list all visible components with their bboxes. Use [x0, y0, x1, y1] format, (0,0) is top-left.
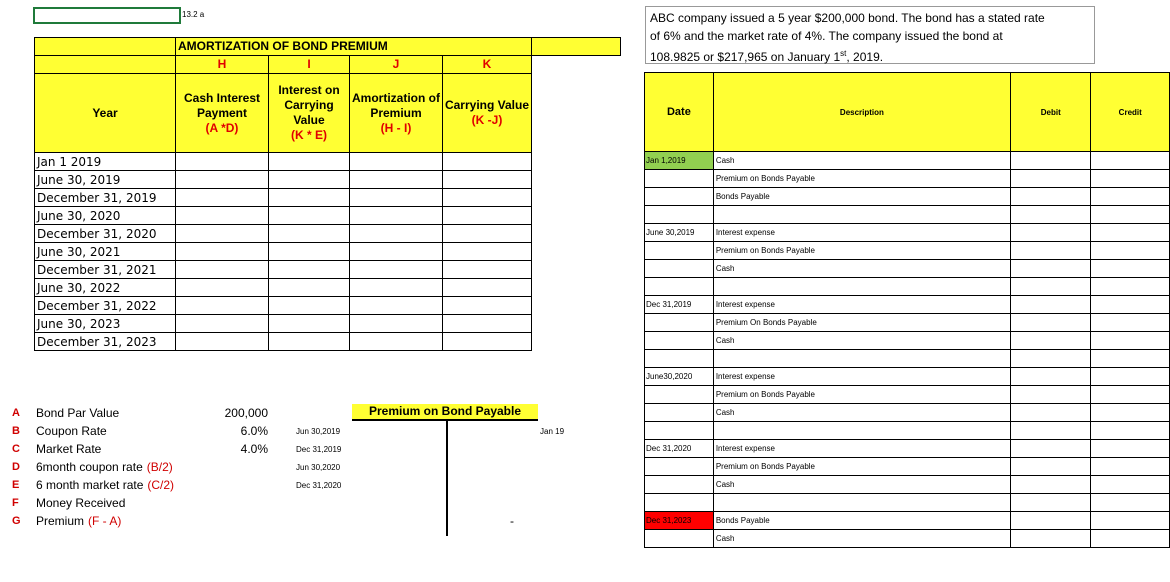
journal-description-cell[interactable] [713, 494, 1010, 512]
input-letter: F [12, 497, 19, 509]
header-interest-carrying: Interest on Carrying Value (K * E) [269, 74, 350, 153]
value-cell[interactable] [176, 225, 269, 243]
journal-credit-cell[interactable] [1091, 314, 1170, 332]
value-cell[interactable] [443, 225, 532, 243]
input-label: Market Rate [36, 442, 102, 456]
value-cell[interactable] [269, 207, 350, 225]
journal-header-debit: Debit [1011, 73, 1091, 152]
value-cell[interactable] [176, 243, 269, 261]
value-cell[interactable] [176, 261, 269, 279]
value-cell[interactable] [176, 333, 269, 351]
journal-row [645, 494, 1170, 512]
journal-credit-cell[interactable] [1091, 278, 1170, 296]
journal-description-cell[interactable]: Interest expense [713, 368, 1010, 386]
value-cell[interactable] [443, 315, 532, 333]
journal-date-cell[interactable] [645, 404, 714, 422]
table-row [35, 333, 621, 351]
input-letter: G [12, 515, 21, 527]
value-cell[interactable] [443, 189, 532, 207]
journal-debit-cell[interactable] [1011, 224, 1091, 242]
journal-date-cell[interactable] [645, 170, 714, 188]
column-letter: I [269, 56, 350, 74]
input-formula: (C/2) [147, 478, 175, 492]
table-row [35, 189, 621, 207]
year-cell[interactable]: Jan 1 2019 [35, 153, 176, 171]
year-cell[interactable]: December 31, 2023 [35, 333, 176, 351]
input-row [12, 422, 292, 440]
input-value[interactable]: 200,000 [224, 406, 268, 420]
journal-description-cell[interactable] [713, 206, 1010, 224]
value-cell[interactable] [176, 153, 269, 171]
value-cell[interactable] [443, 171, 532, 189]
journal-description-cell[interactable]: Interest expense [713, 440, 1010, 458]
journal-date-cell[interactable] [645, 278, 714, 296]
journal-row [645, 512, 1170, 530]
table-row [35, 207, 621, 225]
journal-debit-cell[interactable] [1011, 296, 1091, 314]
t-account-credit-date: Jan 19 [540, 427, 565, 436]
t-account-title: Premium on Bond Payable [352, 404, 538, 421]
journal-date-cell[interactable] [645, 386, 714, 404]
column-letter: H [176, 56, 269, 74]
input-letter: D [12, 461, 20, 473]
journal-description-cell[interactable]: Premium on Bonds Payable [713, 170, 1010, 188]
journal-date-cell[interactable] [645, 530, 714, 548]
value-cell[interactable] [350, 315, 443, 333]
journal-debit-cell[interactable] [1011, 332, 1091, 350]
value-cell[interactable] [350, 243, 443, 261]
journal-row [645, 368, 1170, 386]
journal-credit-cell[interactable] [1091, 188, 1170, 206]
year-cell[interactable]: June 30, 2021 [35, 243, 176, 261]
value-cell[interactable] [350, 225, 443, 243]
value-cell[interactable] [269, 189, 350, 207]
table-row [35, 153, 621, 171]
input-label: Money Received [36, 496, 126, 510]
year-cell[interactable]: June 30, 2022 [35, 279, 176, 297]
year-cell[interactable]: December 31, 2020 [35, 225, 176, 243]
journal-debit-cell[interactable] [1011, 170, 1091, 188]
input-label: Coupon Rate [36, 424, 107, 438]
input-row [12, 458, 292, 476]
journal-description-cell[interactable]: Bonds Payable [713, 188, 1010, 206]
journal-description-cell[interactable]: Cash [713, 152, 1010, 170]
journal-date-cell[interactable] [645, 332, 714, 350]
journal-description-cell[interactable] [713, 278, 1010, 296]
input-formula: (F - A) [88, 514, 122, 528]
year-cell[interactable]: December 31, 2019 [35, 189, 176, 207]
journal-row [645, 440, 1170, 458]
journal-row [645, 458, 1170, 476]
input-formula: (B/2) [146, 460, 173, 474]
year-cell[interactable]: June 30, 2019 [35, 171, 176, 189]
journal-description-cell[interactable]: Bonds Payable [713, 512, 1010, 530]
journal-credit-cell[interactable] [1091, 206, 1170, 224]
header-cash-interest: Cash Interest Payment (A *D) [176, 74, 269, 153]
input-label: Premium (F - A) [36, 514, 122, 528]
journal-debit-cell[interactable] [1011, 278, 1091, 296]
journal-row [645, 170, 1170, 188]
value-cell[interactable] [176, 315, 269, 333]
value-cell[interactable] [269, 171, 350, 189]
input-label: Bond Par Value [36, 406, 120, 420]
journal-description-cell[interactable]: Cash [713, 332, 1010, 350]
journal-date-cell[interactable] [645, 260, 714, 278]
journal-credit-cell[interactable] [1091, 404, 1170, 422]
journal-date-cell[interactable] [645, 350, 714, 368]
column-letter: J [350, 56, 443, 74]
journal-debit-cell[interactable] [1011, 314, 1091, 332]
journal-date-cell[interactable] [645, 188, 714, 206]
journal-credit-cell[interactable] [1091, 224, 1170, 242]
journal-description-cell[interactable]: Cash [713, 530, 1010, 548]
journal-date-cell[interactable]: Jan 1,2019 [645, 152, 714, 170]
journal-row [645, 422, 1170, 440]
amortization-formula: (H - I) [380, 120, 412, 135]
value-cell[interactable] [443, 297, 532, 315]
journal-table [644, 72, 1170, 548]
problem-statement: ABC company issued a 5 year $200,000 bond. The bond has a stated rate of 6% and the market rate of 4%. The company issued the bond at 108.9825 or $217,965 on January 1st, 2019. [645, 6, 1095, 64]
value-cell[interactable] [350, 333, 443, 351]
input-row [12, 404, 292, 422]
input-row [12, 512, 292, 530]
value-cell[interactable] [350, 171, 443, 189]
header-carrying-value: Carrying Value (K -J) [443, 74, 532, 153]
journal-row [645, 296, 1170, 314]
interest-carrying-formula: (K * E) [291, 128, 327, 142]
value-cell[interactable] [350, 207, 443, 225]
journal-description-cell[interactable]: Premium On Bonds Payable [713, 314, 1010, 332]
journal-credit-cell[interactable] [1091, 368, 1170, 386]
journal-description-cell[interactable]: Cash [713, 476, 1010, 494]
value-cell[interactable] [443, 261, 532, 279]
table-row [35, 279, 621, 297]
journal-date-cell[interactable] [645, 458, 714, 476]
journal-date-cell[interactable] [645, 476, 714, 494]
value-cell[interactable] [269, 261, 350, 279]
journal-debit-cell[interactable] [1011, 386, 1091, 404]
journal-row [645, 188, 1170, 206]
value-cell[interactable] [269, 153, 350, 171]
value-cell[interactable] [269, 243, 350, 261]
value-cell[interactable] [176, 189, 269, 207]
journal-debit-cell[interactable] [1011, 242, 1091, 260]
journal-date-cell[interactable]: June30,2020 [645, 368, 714, 386]
table-row [35, 171, 621, 189]
journal-date-cell[interactable] [645, 314, 714, 332]
input-row [12, 440, 292, 458]
journal-description-cell[interactable] [713, 350, 1010, 368]
journal-date-cell[interactable]: June 30,2019 [645, 224, 714, 242]
journal-debit-cell[interactable] [1011, 152, 1091, 170]
table-row [35, 297, 621, 315]
journal-description-cell[interactable]: Premium on Bonds Payable [713, 458, 1010, 476]
table-row [35, 315, 621, 333]
header-amortization: Amortization of Premium (H - I) [350, 74, 443, 153]
table-row [35, 261, 621, 279]
journal-credit-cell[interactable] [1091, 296, 1170, 314]
journal-credit-cell[interactable] [1091, 350, 1170, 368]
input-value[interactable]: 4.0% [240, 442, 268, 456]
carrying-value-formula: (K -J) [471, 113, 503, 127]
input-row [12, 476, 292, 494]
journal-row [645, 332, 1170, 350]
journal-debit-cell[interactable] [1011, 458, 1091, 476]
journal-date-cell[interactable]: Dec 31,2023 [645, 512, 714, 530]
journal-row [645, 224, 1170, 242]
value-cell[interactable] [443, 207, 532, 225]
journal-row [645, 404, 1170, 422]
value-cell[interactable] [443, 243, 532, 261]
journal-row [645, 530, 1170, 548]
input-value[interactable]: 6.0% [240, 424, 268, 438]
journal-description-cell[interactable]: Interest expense [713, 224, 1010, 242]
value-cell[interactable] [269, 315, 350, 333]
journal-credit-cell[interactable] [1091, 170, 1170, 188]
value-cell[interactable] [269, 297, 350, 315]
journal-row [645, 260, 1170, 278]
value-cell[interactable] [176, 279, 269, 297]
cash-interest-formula: (A *D) [205, 120, 239, 135]
journal-credit-cell[interactable] [1091, 152, 1170, 170]
journal-row [645, 476, 1170, 494]
input-letter: A [12, 407, 20, 419]
t-account-date: Dec 31,2019 [296, 445, 342, 454]
journal-debit-cell[interactable] [1011, 404, 1091, 422]
journal-date-cell[interactable] [645, 242, 714, 260]
value-cell[interactable] [269, 225, 350, 243]
journal-credit-cell[interactable] [1091, 422, 1170, 440]
journal-credit-cell[interactable] [1091, 512, 1170, 530]
journal-description-cell[interactable] [713, 422, 1010, 440]
journal-description-cell[interactable]: Cash [713, 260, 1010, 278]
journal-date-cell[interactable] [645, 206, 714, 224]
journal-date-cell[interactable]: Dec 31,2019 [645, 296, 714, 314]
input-row [12, 494, 292, 512]
input-letter: E [12, 479, 20, 491]
year-cell[interactable]: June 30, 2020 [35, 207, 176, 225]
journal-debit-cell[interactable] [1011, 188, 1091, 206]
value-cell[interactable] [176, 297, 269, 315]
journal-credit-cell[interactable] [1091, 242, 1170, 260]
journal-debit-cell[interactable] [1011, 476, 1091, 494]
table-row [35, 225, 621, 243]
year-cell[interactable]: June 30, 2023 [35, 315, 176, 333]
value-cell[interactable] [443, 279, 532, 297]
t-account-date: Jun 30,2019 [296, 427, 341, 436]
t-account-divider [446, 421, 448, 536]
journal-credit-cell[interactable] [1091, 332, 1170, 350]
value-cell[interactable] [350, 261, 443, 279]
journal-credit-cell[interactable] [1091, 530, 1170, 548]
selected-cell[interactable] [33, 7, 181, 24]
value-cell[interactable] [176, 171, 269, 189]
journal-credit-cell[interactable] [1091, 386, 1170, 404]
journal-description-cell[interactable]: Cash [713, 404, 1010, 422]
journal-description-cell[interactable]: Premium on Bonds Payable [713, 242, 1010, 260]
column-letter: K [443, 56, 532, 74]
year-cell[interactable]: December 31, 2022 [35, 297, 176, 315]
journal-debit-cell[interactable] [1011, 512, 1091, 530]
journal-date-cell[interactable] [645, 422, 714, 440]
value-cell[interactable] [269, 333, 350, 351]
journal-debit-cell[interactable] [1011, 206, 1091, 224]
journal-row [645, 152, 1170, 170]
value-cell[interactable] [443, 153, 532, 171]
journal-credit-cell[interactable] [1091, 494, 1170, 512]
journal-credit-cell[interactable] [1091, 476, 1170, 494]
journal-debit-cell[interactable] [1011, 260, 1091, 278]
journal-description-cell[interactable]: Interest expense [713, 296, 1010, 314]
table-row [35, 243, 621, 261]
header-year: Year [35, 74, 176, 153]
journal-debit-cell[interactable] [1011, 440, 1091, 458]
journal-debit-cell[interactable] [1011, 422, 1091, 440]
t-account-date: Jun 30,2020 [296, 463, 341, 472]
value-cell[interactable] [350, 189, 443, 207]
amortization-title: AMORTIZATION OF BOND PREMIUM [176, 38, 532, 56]
value-cell[interactable] [350, 279, 443, 297]
input-letter: B [12, 425, 20, 437]
input-label: 6month coupon rate (B/2) [36, 460, 173, 474]
journal-row [645, 314, 1170, 332]
journal-debit-cell[interactable] [1011, 530, 1091, 548]
input-letter: C [12, 443, 20, 455]
value-cell[interactable] [269, 279, 350, 297]
journal-row [645, 242, 1170, 260]
value-cell[interactable] [176, 207, 269, 225]
journal-row [645, 350, 1170, 368]
input-label: 6 month market rate (C/2) [36, 478, 175, 492]
journal-date-cell[interactable] [645, 494, 714, 512]
value-cell[interactable] [443, 333, 532, 351]
t-account-date: Dec 31,2020 [296, 481, 342, 490]
cell-reference-label: 13.2 a [182, 10, 205, 19]
journal-debit-cell[interactable] [1011, 368, 1091, 386]
journal-debit-cell[interactable] [1011, 350, 1091, 368]
journal-date-cell[interactable]: Dec 31,2020 [645, 440, 714, 458]
journal-header-credit: Credit [1091, 73, 1170, 152]
journal-row [645, 278, 1170, 296]
journal-row [645, 386, 1170, 404]
journal-credit-cell[interactable] [1091, 260, 1170, 278]
value-cell[interactable] [350, 153, 443, 171]
journal-credit-cell[interactable] [1091, 458, 1170, 476]
year-cell[interactable]: December 31, 2021 [35, 261, 176, 279]
journal-debit-cell[interactable] [1011, 494, 1091, 512]
t-account-balance: - [510, 514, 514, 528]
journal-row [645, 206, 1170, 224]
journal-header-date: Date [645, 73, 714, 152]
journal-description-cell[interactable]: Premium on Bonds Payable [713, 386, 1010, 404]
journal-header-description: Description [713, 73, 1010, 152]
amortization-table [34, 37, 621, 351]
journal-credit-cell[interactable] [1091, 440, 1170, 458]
value-cell[interactable] [350, 297, 443, 315]
